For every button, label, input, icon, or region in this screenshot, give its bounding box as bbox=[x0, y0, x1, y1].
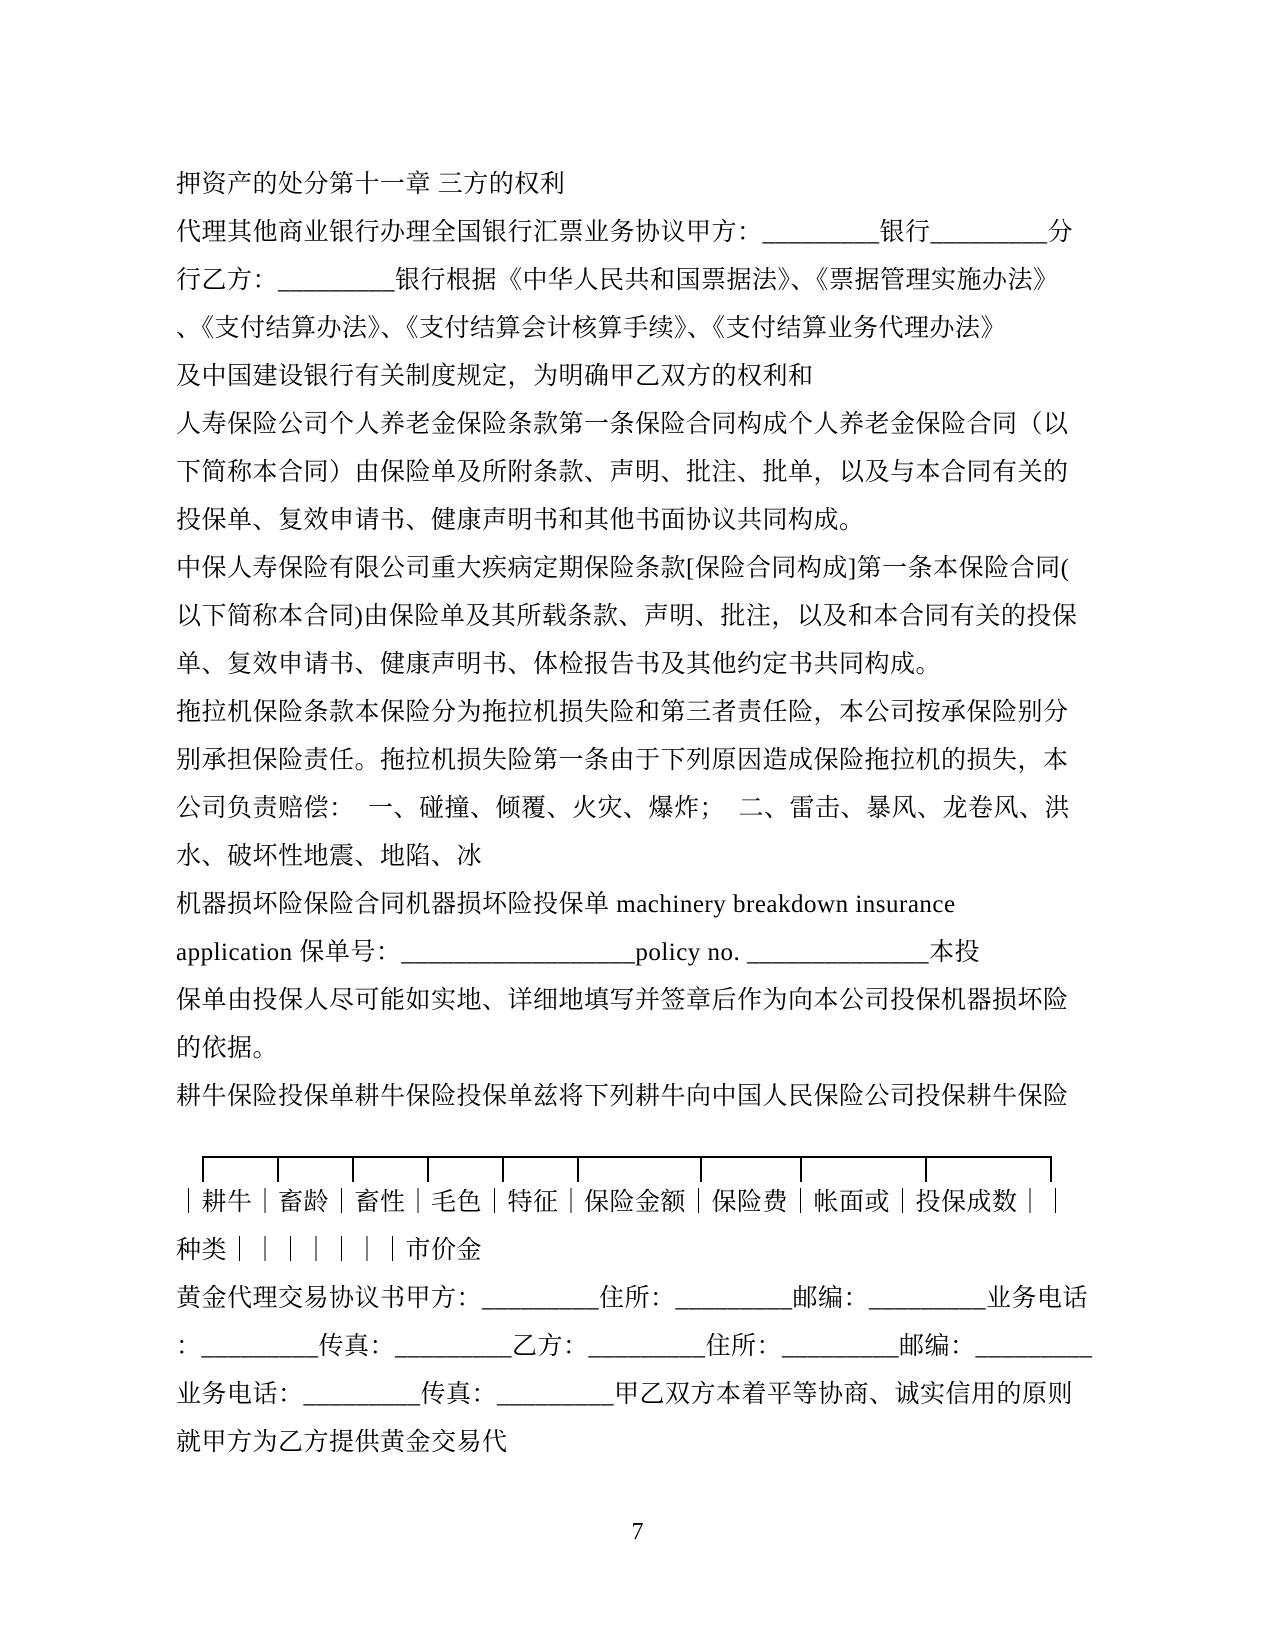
text-line: ｜耕牛｜畜龄｜畜性｜毛色｜特征｜保险金额｜保险费｜帐面或｜投保成数｜｜ bbox=[176, 1189, 1069, 1216]
text-line: 单、复效申请书、健康声明书、体检报告书及其他约定书共同构成。 bbox=[176, 651, 942, 678]
text-line: application 保单号：__________________policy no. ______________本投 bbox=[176, 939, 981, 966]
table-border-tick bbox=[925, 1158, 927, 1182]
table-border-tick bbox=[202, 1158, 204, 1182]
text-line: 黄金代理交易协议书甲方：_________住所：_________邮编：_________业务电话 bbox=[176, 1285, 1089, 1312]
text-line: 拖拉机保险条款本保险分为拖拉机损失险和第三者责任险，本公司按承保险别分 bbox=[176, 699, 1069, 726]
text-line: 业务电话：_________传真：_________甲乙双方本着平等协商、诚实信用的原则 bbox=[176, 1381, 1074, 1408]
table-border-tick bbox=[800, 1158, 802, 1182]
text-line: 押资产的处分第十一章 三方的权利 bbox=[176, 171, 566, 198]
text-line: 别承担保险责任。拖拉机损失险第一条由于下列原因造成保险拖拉机的损失，本 bbox=[176, 747, 1069, 774]
table-border-tick bbox=[502, 1158, 504, 1182]
text-line: 种类｜｜｜｜｜｜｜市价金 bbox=[176, 1237, 483, 1264]
text-line: 行乙方：_________银行根据《中华人民共和国票据法》、《票据管理实施办法》 bbox=[176, 267, 1059, 294]
table-top-border bbox=[176, 1121, 1096, 1179]
text-line: 耕牛保险投保单耕牛保险投保单兹将下列耕牛向中国人民保险公司投保耕牛保险 bbox=[176, 1083, 1069, 1110]
text-line: 以下简称本合同)由保险单及其所载条款、声明、批注，以及和本合同有关的投保 bbox=[176, 603, 1078, 630]
text-line: 、《支付结算办法》、《支付结算会计核算手续》、《支付结算业务代理办法》 bbox=[176, 315, 1007, 342]
page-number: 7 bbox=[631, 1519, 644, 1545]
text-line: ：_________传真：_________乙方：_________住所：_________邮编：_________ bbox=[176, 1333, 1093, 1360]
text-line: 就甲方为乙方提供黄金交易代 bbox=[176, 1429, 508, 1456]
table-border-tick bbox=[427, 1158, 429, 1182]
table-border-tick bbox=[352, 1158, 354, 1182]
table-top-border-rule bbox=[202, 1156, 1052, 1182]
text-line: 代理其他商业银行办理全国银行汇票业务协议甲方：_________银行_________分 bbox=[176, 219, 1074, 246]
document-body bbox=[176, 161, 1096, 1467]
text-line: 的依据。 bbox=[176, 1035, 279, 1062]
text-line: 投保单、复效申请书、健康声明书和其他书面协议共同构成。 bbox=[176, 507, 865, 534]
text-line: 中保人寿保险有限公司重大疾病定期保险条款[保险合同构成]第一条本保险合同( bbox=[176, 555, 1070, 582]
text-line: 保单由投保人尽可能如实地、详细地填写并签章后作为向本公司投保机器损坏险 bbox=[176, 987, 1069, 1014]
table-border-tick bbox=[1050, 1158, 1052, 1182]
text-line: 下简称本合同）由保险单及所附条款、声明、批注、批单，以及与本合同有关的 bbox=[176, 459, 1069, 486]
table-border-tick bbox=[577, 1158, 579, 1182]
text-line: 公司负责赔偿： 一、碰撞、倾覆、火灾、爆炸； 二、雷击、暴风、龙卷风、洪 bbox=[176, 795, 1071, 822]
table-border-tick bbox=[700, 1158, 702, 1182]
text-line: 机器损坏险保险合同机器损坏险投保单 machinery breakdown insurance bbox=[176, 891, 956, 918]
text-line: 水、破坏性地震、地陷、冰 bbox=[176, 843, 483, 870]
text-line: 及中国建设银行有关制度规定，为明确甲乙双方的权利和 bbox=[176, 363, 814, 390]
table-border-tick bbox=[277, 1158, 279, 1182]
text-line: 人寿保险公司个人养老金保险条款第一条保险合同构成个人养老金保险合同（以 bbox=[176, 411, 1069, 438]
